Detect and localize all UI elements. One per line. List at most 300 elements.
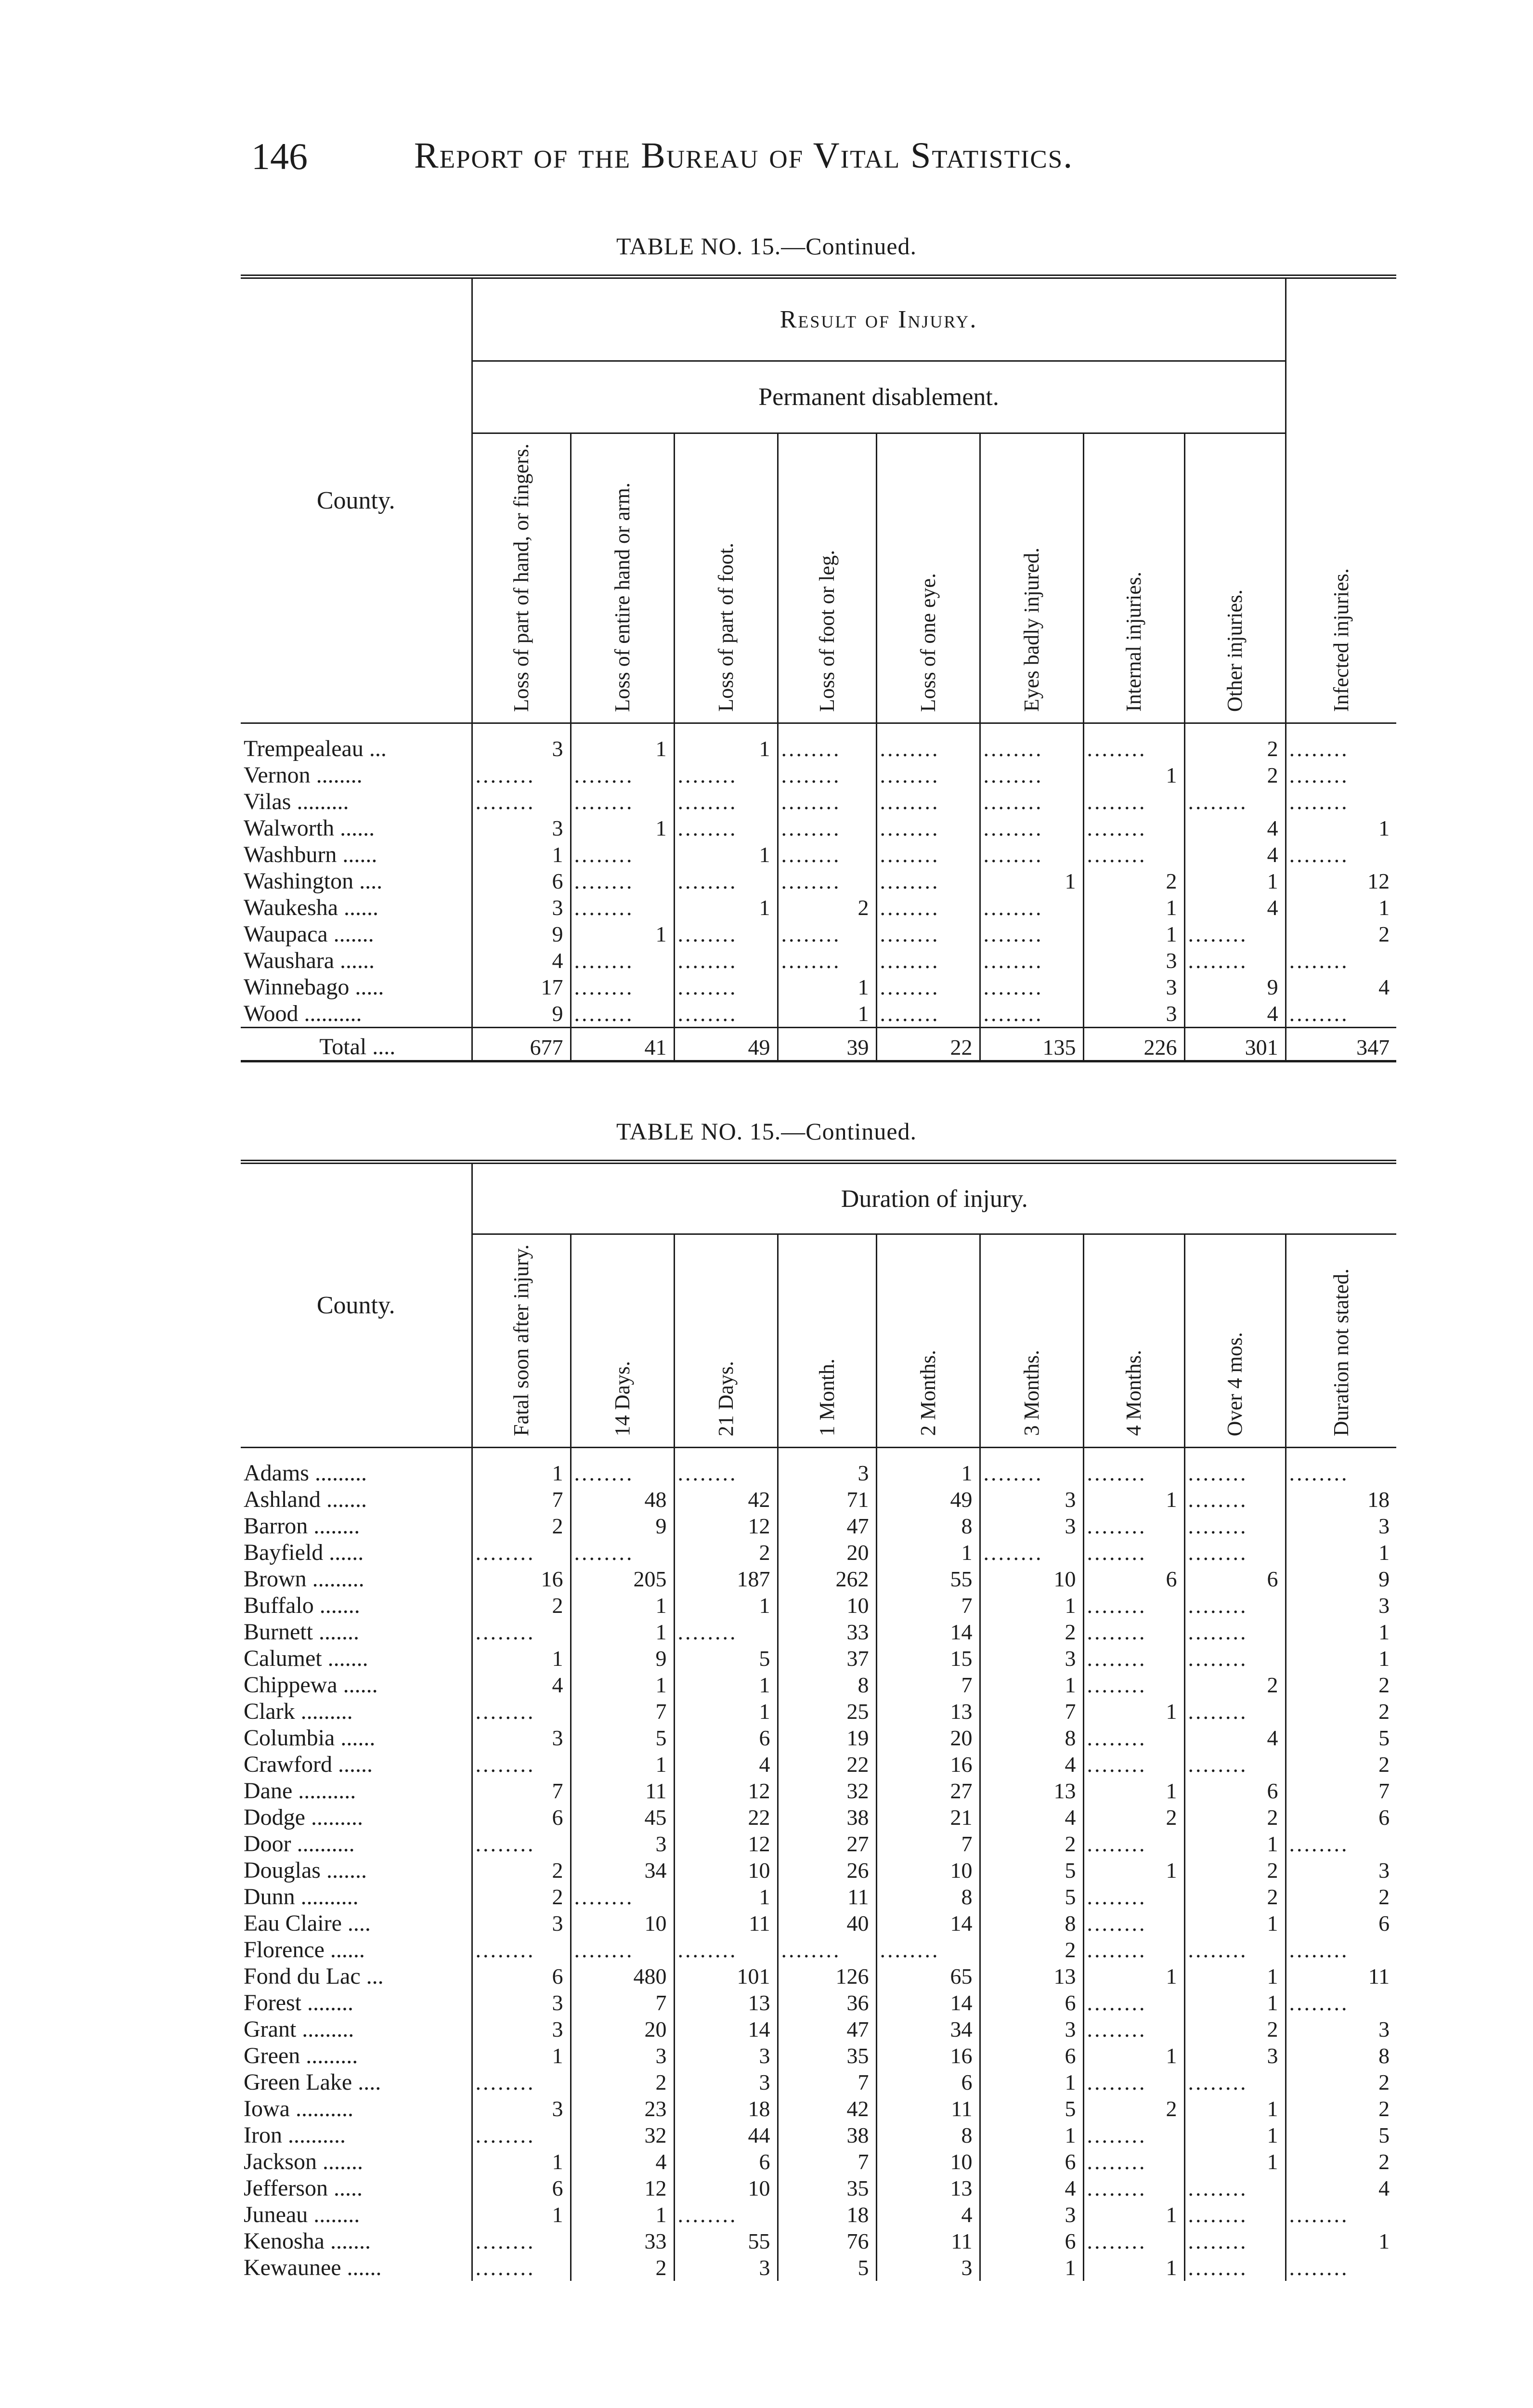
table-row <box>241 921 1396 947</box>
table-cell: 205 <box>571 1566 674 1592</box>
table-cell: ........ <box>674 1937 778 1963</box>
county-name: Washington .... <box>241 868 472 894</box>
table-cell: 3 <box>674 2042 778 2069</box>
table-cell: 262 <box>778 1566 876 1592</box>
table-cell: ........ <box>778 815 876 841</box>
table-cell: 27 <box>778 1831 876 1857</box>
table-cell: ........ <box>1083 1619 1184 1645</box>
table-cell: 8 <box>876 1513 980 1539</box>
page-number: 146 <box>251 135 308 177</box>
table-row <box>241 1000 1396 1028</box>
table-cell: ........ <box>876 762 980 788</box>
table-cell: ........ <box>1184 1592 1286 1619</box>
table-cell: 6 <box>1286 1910 1396 1937</box>
table-cell: 3 <box>1286 2016 1396 2042</box>
table-cell: ........ <box>1184 1645 1286 1672</box>
table-cell: 5 <box>1286 1725 1396 1751</box>
table-cell: ........ <box>1286 1460 1396 1486</box>
table-cell: 4 <box>1184 1725 1286 1751</box>
county-name: Adams ......... <box>241 1460 472 1486</box>
table-cell: 5 <box>980 2095 1083 2122</box>
table-cell: 1 <box>552 1646 563 1671</box>
table-cell: 1 <box>674 1698 778 1725</box>
table-cell: ........ <box>778 947 876 974</box>
table-cell: 20 <box>778 1539 876 1566</box>
county-name: Vilas ......... <box>241 788 472 815</box>
table-cell: ........ <box>674 788 778 815</box>
table-cell: 19 <box>778 1725 876 1751</box>
table-cell: ........ <box>1083 2228 1184 2254</box>
table-row <box>241 1645 1396 1672</box>
table-cell: ........ <box>876 921 980 947</box>
table-cell: ........ <box>475 2122 535 2147</box>
county-name: Columbia ...... <box>241 1725 472 1751</box>
table-cell: 33 <box>778 1619 876 1645</box>
table-cell: 1 <box>571 1592 674 1619</box>
table-cell: 2 <box>1083 2095 1184 2122</box>
column-header-hand-arm: Loss of entire hand or arm. <box>571 433 674 723</box>
county-name: Chippewa ...... <box>241 1672 472 1698</box>
county-name: Vernon ........ <box>241 762 472 788</box>
table-cell: 1 <box>552 1460 563 1485</box>
table-cell: ........ <box>980 894 1083 921</box>
table-cell: ........ <box>674 921 778 947</box>
table-cell: 4 <box>1184 1000 1286 1028</box>
table-cell: 8 <box>876 1884 980 1910</box>
table-cell: ........ <box>475 2255 535 2280</box>
table-cell: 3 <box>552 2096 563 2121</box>
table-cell: ........ <box>1286 1937 1396 1963</box>
table-cell: 1 <box>552 842 563 867</box>
table-cell: 1 <box>674 735 778 762</box>
table-cell: ........ <box>1083 2148 1184 2175</box>
table-cell: 4 <box>980 1804 1083 1831</box>
table-cell: 9 <box>1184 974 1286 1000</box>
table-cell: ........ <box>674 1000 778 1028</box>
table-cell: 4 <box>552 1672 563 1697</box>
table-cell: 2 <box>1184 1672 1286 1698</box>
total-cell: 39 <box>778 1028 876 1061</box>
table-row <box>241 1513 1396 1539</box>
table-cell: 15 <box>876 1645 980 1672</box>
table-cell: ........ <box>571 1000 674 1028</box>
county-name: Waukesha ...... <box>241 894 472 921</box>
table-row <box>241 841 1396 868</box>
table-cell: ........ <box>778 868 876 894</box>
permanent-disablement-header: Permanent disablement. <box>472 361 1286 433</box>
table-cell: 22 <box>674 1804 778 1831</box>
table-cell: 4 <box>571 2148 674 2175</box>
county-name: Jackson ....... <box>241 2148 472 2175</box>
table-cell: ........ <box>876 974 980 1000</box>
table-cell: 33 <box>571 2228 674 2254</box>
table-cell: ........ <box>674 1460 778 1486</box>
table-cell: 5 <box>980 1884 1083 1910</box>
table-cell: 1 <box>1083 2042 1184 2069</box>
table-cell: 8 <box>778 1672 876 1698</box>
county-name: Waushara ...... <box>241 947 472 974</box>
column-header-2-months: 2 Months. <box>876 1234 980 1448</box>
table-cell: ........ <box>1184 2201 1286 2228</box>
table-cell: 47 <box>778 1513 876 1539</box>
table-cell: 3 <box>552 1911 563 1936</box>
table-cell: ........ <box>876 841 980 868</box>
table-cell: ........ <box>1083 2122 1184 2148</box>
table-cell: 2 <box>674 1539 778 1566</box>
table-cell: 6 <box>980 2228 1083 2254</box>
table-row <box>241 1539 1396 1566</box>
table-cell: 2 <box>1286 921 1396 947</box>
table-row <box>241 788 1396 815</box>
table-cell: 8 <box>876 2122 980 2148</box>
table-row <box>241 1910 1396 1937</box>
column-header-14-days: 14 Days. <box>571 1234 674 1448</box>
table-cell: ........ <box>571 1937 674 1963</box>
county-name: Iowa .......... <box>241 2095 472 2122</box>
table-cell: 10 <box>571 1910 674 1937</box>
table-row <box>241 815 1396 841</box>
table-cell: 55 <box>674 2228 778 2254</box>
page-header <box>0 135 1533 188</box>
table-row <box>241 1989 1396 2016</box>
county-name: Grant ......... <box>241 2016 472 2042</box>
table-cell: 3 <box>674 2254 778 2281</box>
table-cell: 2 <box>1286 1672 1396 1698</box>
table-cell: 2 <box>552 1884 563 1909</box>
table-cell: ........ <box>1184 2228 1286 2254</box>
table-cell: ........ <box>674 947 778 974</box>
table-row <box>241 1460 1396 1486</box>
table-cell: 11 <box>674 1910 778 1937</box>
table-cell: 2 <box>778 894 876 921</box>
table-row <box>241 2201 1396 2228</box>
table-cell: ........ <box>876 1000 980 1028</box>
table-cell: 26 <box>778 1857 876 1884</box>
table-row <box>241 1698 1396 1725</box>
table-cell: 36 <box>778 1989 876 2016</box>
county-name: Jefferson ..... <box>241 2175 472 2201</box>
table-cell: 14 <box>876 1989 980 2016</box>
table-cell: ........ <box>1286 2254 1396 2281</box>
table-cell: ........ <box>980 815 1083 841</box>
table-cell: ........ <box>778 1937 876 1963</box>
table-row <box>241 1619 1396 1645</box>
table-cell: 3 <box>980 1486 1083 1513</box>
table-cell: ........ <box>1184 1513 1286 1539</box>
table-cell: ........ <box>1184 1937 1286 1963</box>
table-cell: 1 <box>1184 1989 1286 2016</box>
total-cell: 135 <box>980 1028 1083 1061</box>
county-name: Kenosha ....... <box>241 2228 472 2254</box>
county-name: Barron ........ <box>241 1513 472 1539</box>
table-cell: 1 <box>1083 1778 1184 1804</box>
table-cell: ........ <box>1286 762 1396 788</box>
table-cell: 5 <box>674 1645 778 1672</box>
table-cell: 5 <box>980 1857 1083 1884</box>
table-cell: 7 <box>571 1698 674 1725</box>
table-cell: 1 <box>1184 868 1286 894</box>
spacer-row <box>241 723 1396 736</box>
total-cell: 347 <box>1286 1028 1396 1061</box>
table-cell: 1 <box>1286 1619 1396 1645</box>
table-cell: 2 <box>1184 1857 1286 1884</box>
table-cell: ........ <box>571 1539 674 1566</box>
table-cell: 480 <box>571 1963 674 1989</box>
table-cell: ........ <box>876 735 980 762</box>
total-cell: 49 <box>674 1028 778 1061</box>
table-cell: 1 <box>876 1539 980 1566</box>
county-name: Douglas ....... <box>241 1857 472 1884</box>
table-cell: ........ <box>1083 1937 1184 1963</box>
total-cell: 301 <box>1184 1028 1286 1061</box>
table-cell: 4 <box>876 2201 980 2228</box>
county-name: Bayfield ...... <box>241 1539 472 1566</box>
table-cell: 1 <box>1184 2095 1286 2122</box>
table-row <box>241 1566 1396 1592</box>
column-header-21-days: 21 Days. <box>674 1234 778 1448</box>
table-row <box>241 2175 1396 2201</box>
county-name: Florence ...... <box>241 1937 472 1963</box>
table-cell: 1 <box>1083 2201 1184 2228</box>
table-row <box>241 947 1396 974</box>
table-cell: 4 <box>674 1751 778 1778</box>
table-cell: 1 <box>980 1592 1083 1619</box>
table-row <box>241 1857 1396 1884</box>
county-name: Kewaunee ...... <box>241 2254 472 2281</box>
table-cell: 6 <box>674 2148 778 2175</box>
table-cell: ........ <box>1083 1884 1184 1910</box>
total-label: Total .... <box>241 1028 472 1061</box>
table-cell: ........ <box>1083 2175 1184 2201</box>
table-cell: 2 <box>1286 1751 1396 1778</box>
county-name: Buffalo ....... <box>241 1592 472 1619</box>
table-row <box>241 1937 1396 1963</box>
county-column-header: County. <box>241 277 472 723</box>
table-cell: 38 <box>778 2122 876 2148</box>
table-cell: 4 <box>980 2175 1083 2201</box>
table-cell: ........ <box>778 762 876 788</box>
table-cell: 1 <box>674 1672 778 1698</box>
table-cell: 2 <box>1184 1804 1286 1831</box>
result-of-injury-header: Result of Injury. <box>472 277 1286 361</box>
table-cell: ........ <box>571 788 674 815</box>
table-cell: ........ <box>1184 921 1286 947</box>
table-cell: ........ <box>674 762 778 788</box>
table-cell: ........ <box>475 1937 535 1962</box>
table-cell: 2 <box>1184 2016 1286 2042</box>
table-row <box>241 1831 1396 1857</box>
table-cell: 4 <box>1286 2175 1396 2201</box>
county-name: Ashland ....... <box>241 1486 472 1513</box>
table-cell: 34 <box>571 1857 674 1884</box>
table-row <box>241 735 1396 762</box>
table-cell: 1 <box>552 2043 563 2068</box>
county-name: Walworth ...... <box>241 815 472 841</box>
table-cell: ........ <box>1184 2069 1286 2095</box>
table-cell: ........ <box>1184 1486 1286 1513</box>
county-name: Washburn ...... <box>241 841 472 868</box>
table-cell: 16 <box>876 2042 980 2069</box>
table-cell: 11 <box>876 2228 980 2254</box>
table-cell: 16 <box>876 1751 980 1778</box>
table-cell: 8 <box>1286 2042 1396 2069</box>
table-cell: 1 <box>1184 2148 1286 2175</box>
table2-duration-of-injury <box>241 1160 1396 2281</box>
table-row <box>241 1751 1396 1778</box>
table-cell: 2 <box>571 2069 674 2095</box>
table-cell: ........ <box>1286 788 1396 815</box>
county-name: Forest ........ <box>241 1989 472 2016</box>
table-cell: 8 <box>980 1725 1083 1751</box>
table-cell: ........ <box>571 1460 674 1486</box>
table-cell: 9 <box>571 1513 674 1539</box>
table-cell: 2 <box>1286 2069 1396 2095</box>
table-cell: 48 <box>571 1486 674 1513</box>
table-cell: ........ <box>1184 1751 1286 1778</box>
table-cell: 44 <box>674 2122 778 2148</box>
table-cell: 1 <box>980 2254 1083 2281</box>
table-row <box>241 1884 1396 1910</box>
table-cell: ........ <box>1083 841 1184 868</box>
table-row <box>241 2122 1396 2148</box>
table-cell: 1 <box>571 1751 674 1778</box>
table-cell: ........ <box>571 868 674 894</box>
table-cell: ........ <box>1083 1989 1184 2016</box>
table-cell: 27 <box>876 1778 980 1804</box>
table-cell: 2 <box>1184 735 1286 762</box>
table-cell: ........ <box>475 1699 535 1724</box>
table-row <box>241 1672 1396 1698</box>
table-cell: 3 <box>980 1513 1083 1539</box>
table-cell: 7 <box>552 1487 563 1512</box>
table-cell: 6 <box>552 2175 563 2200</box>
table-cell: 1 <box>552 2202 563 2227</box>
table-cell: 1 <box>1184 1910 1286 1937</box>
table-cell: 3 <box>571 1831 674 1857</box>
table-row <box>241 1778 1396 1804</box>
table-cell: 10 <box>876 2148 980 2175</box>
table-cell: ........ <box>1083 1725 1184 1751</box>
table-cell: ........ <box>1083 1751 1184 1778</box>
table-cell: 18 <box>778 2201 876 2228</box>
table-cell: 2 <box>1083 868 1184 894</box>
table-cell: 21 <box>876 1804 980 1831</box>
spacer-row <box>241 1447 1396 1460</box>
county-name: Dunn .......... <box>241 1884 472 1910</box>
table-cell: 38 <box>778 1804 876 1831</box>
column-header-one-eye: Loss of one eye. <box>876 433 980 723</box>
table-cell: 10 <box>778 1592 876 1619</box>
table-cell: ........ <box>475 763 535 788</box>
table-cell: ........ <box>1184 947 1286 974</box>
table-cell: 13 <box>980 1963 1083 1989</box>
table-cell: 40 <box>778 1910 876 1937</box>
table-cell: 35 <box>778 2042 876 2069</box>
table-cell: 3 <box>1083 974 1184 1000</box>
table-cell: ........ <box>475 1752 535 1777</box>
table-cell: 3 <box>1286 1857 1396 1884</box>
table-cell: 49 <box>876 1486 980 1513</box>
table-cell: ........ <box>778 921 876 947</box>
table-row <box>241 2254 1396 2281</box>
table-cell: ........ <box>1083 2016 1184 2042</box>
table-cell: 1 <box>1184 1831 1286 1857</box>
table-cell: 25 <box>778 1698 876 1725</box>
table-cell: 6 <box>980 2042 1083 2069</box>
table-cell: ........ <box>1286 1831 1396 1857</box>
table-row <box>241 1963 1396 1989</box>
table-cell: 101 <box>674 1963 778 1989</box>
table-cell: 2 <box>1286 1698 1396 1725</box>
running-head: Report of the Bureau of Vital Statistics. <box>414 135 1074 176</box>
table-cell: 1 <box>1184 2122 1286 2148</box>
table-cell: ........ <box>876 947 980 974</box>
table-cell: 13 <box>876 1698 980 1725</box>
column-header-eyes-injured: Eyes badly injured. <box>980 433 1083 723</box>
table-cell: 6 <box>876 2069 980 2095</box>
table-cell: 1 <box>571 1672 674 1698</box>
table-cell: 14 <box>876 1910 980 1937</box>
county-name: Winnebago ..... <box>241 974 472 1000</box>
table-cell: 35 <box>778 2175 876 2201</box>
total-row <box>241 1028 1396 1061</box>
table-cell: 65 <box>876 1963 980 1989</box>
table-cell: 2 <box>1083 1804 1184 1831</box>
table-cell: ........ <box>1286 841 1396 868</box>
table-cell: 1 <box>1083 1698 1184 1725</box>
table-cell: 2 <box>980 1937 1083 1963</box>
table-cell: ........ <box>876 1937 980 1963</box>
total-cell: 677 <box>472 1028 571 1061</box>
table-cell: ........ <box>1286 1000 1396 1028</box>
county-name: Crawford ...... <box>241 1751 472 1778</box>
table-cell: 1 <box>1083 1857 1184 1884</box>
table2-body <box>241 1447 1396 2281</box>
table-cell: ........ <box>674 1619 778 1645</box>
table-cell: 3 <box>552 1725 563 1750</box>
table-cell: 13 <box>980 1778 1083 1804</box>
table-cell: 3 <box>674 2069 778 2095</box>
table-cell: ........ <box>876 868 980 894</box>
column-header-foot-leg: Loss of foot or leg. <box>778 433 876 723</box>
table-cell: 34 <box>876 2016 980 2042</box>
table-cell: 7 <box>980 1698 1083 1725</box>
table-cell: 6 <box>674 1725 778 1751</box>
table-row <box>241 2095 1396 2122</box>
table-cell: 1 <box>778 974 876 1000</box>
table-cell: ........ <box>778 788 876 815</box>
table-cell: 6 <box>1184 1778 1286 1804</box>
table-cell: 4 <box>980 1751 1083 1778</box>
table-cell: 9 <box>1286 1566 1396 1592</box>
table-cell: ........ <box>778 735 876 762</box>
table-cell: 1 <box>674 1884 778 1910</box>
table-cell: 1 <box>778 1000 876 1028</box>
table-cell: 1 <box>980 868 1083 894</box>
table-cell: ........ <box>980 735 1083 762</box>
table-cell: 3 <box>552 816 563 841</box>
table-cell: 3 <box>980 1645 1083 1672</box>
table-cell: 7 <box>571 1989 674 2016</box>
table-cell: 12 <box>674 1831 778 1857</box>
table-cell: ........ <box>980 1460 1083 1486</box>
table-cell: 187 <box>674 1566 778 1592</box>
county-name: Eau Claire .... <box>241 1910 472 1937</box>
table-cell: ........ <box>1083 2069 1184 2095</box>
table-cell: 11 <box>778 1884 876 1910</box>
table-cell: 14 <box>876 1619 980 1645</box>
total-cell: 22 <box>876 1028 980 1061</box>
